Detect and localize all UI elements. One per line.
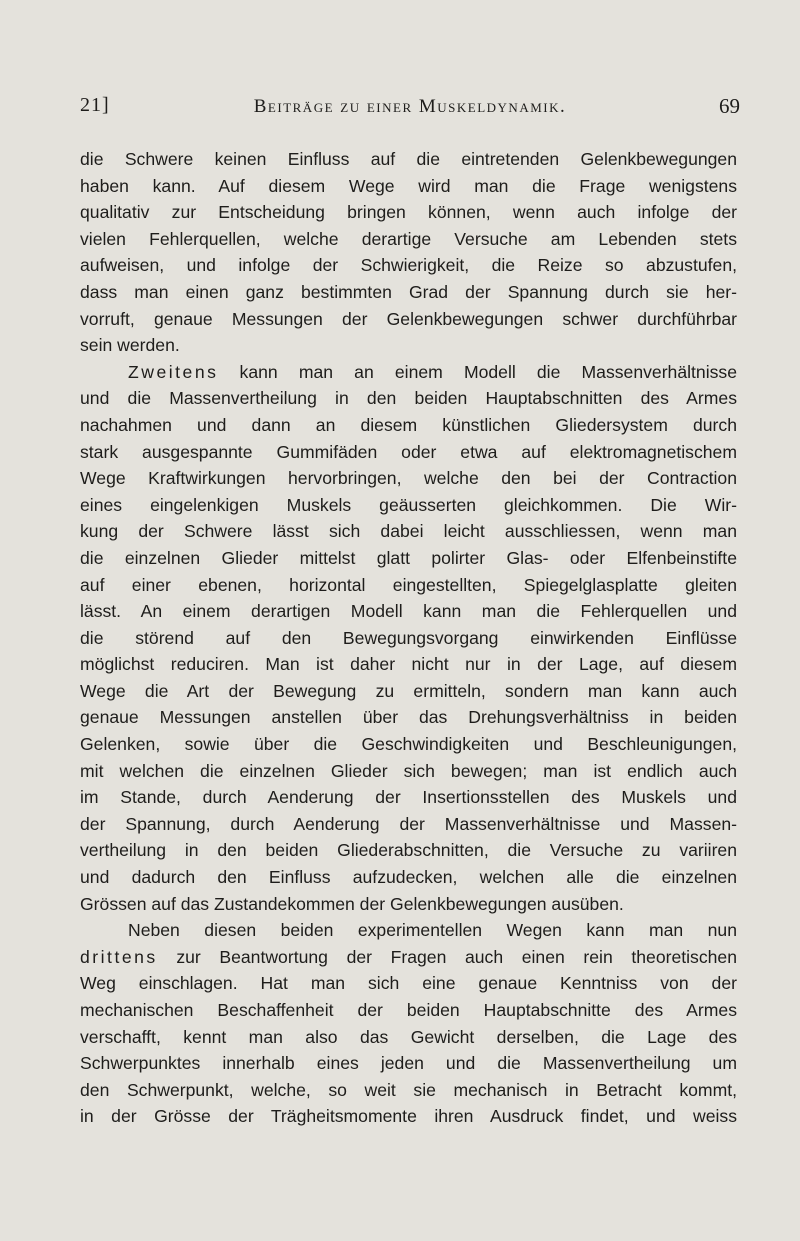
text-line: der Spannung, durch Aenderung der Massenverhältnisse und Massen- xyxy=(80,813,737,834)
text-line: aufweisen, und infolge der Schwierigkeit, die Reize so abzustufen, xyxy=(80,255,737,276)
text-line: nachahmen und dann an diesem künstlichen Gliedersystem durch xyxy=(80,414,737,435)
text-line: und die Massenvertheilung in den beiden Hauptabschnitten des Armes xyxy=(80,388,737,409)
text-line: verschafft, kennt man also das Gewicht derselben, die Lage des xyxy=(80,1026,737,1047)
text-line: sein werden. xyxy=(80,335,180,356)
text-line: Wege die Art der Bewegung zu ermitteln, sondern man kann auch xyxy=(80,680,737,701)
text-line: kung der Schwere lässt sich dabei leicht ausschliessen, wenn man xyxy=(80,521,737,542)
page-header xyxy=(80,94,740,126)
paragraph-first-line: Neben diesen beiden experimentellen Wegen kann man nun xyxy=(128,920,737,941)
text-line: vielen Fehlerquellen, welche derartige Versuche am Lebenden stets xyxy=(80,228,737,249)
text-line: Gelenken, sowie über die Geschwindigkeiten und Beschleunigungen, xyxy=(80,734,737,755)
emphasis-word: drittens xyxy=(80,946,158,967)
text-line: Wege Kraftwirkungen hervorbringen, welche den bei der Contraction xyxy=(80,468,737,489)
text-line: dass man einen ganz bestimmten Grad der Spannung durch sie her- xyxy=(80,281,737,302)
text-line: und dadurch den Einfluss aufzudecken, welchen alle die einzelnen xyxy=(80,867,737,888)
text-line: Weg einschlagen. Hat man sich eine genaue Kenntniss von der xyxy=(80,973,737,994)
text-line: möglichst reduciren. Man ist daher nicht nur in der Lage, auf diesem xyxy=(80,654,737,675)
text-line: den Schwerpunkt, welche, so weit sie mechanisch in Betracht kommt, xyxy=(80,1079,737,1100)
emphasis-word: Zweitens xyxy=(128,361,219,382)
text-fragment: zur Beantwortung der Fragen auch einen rein theoretischen xyxy=(157,946,737,967)
text-line: eines eingelenkigen Muskels geäusserten gleichkommen. Die Wir- xyxy=(80,494,737,515)
signature-mark: 21] xyxy=(80,94,110,116)
text-line: Schwerpunktes innerhalb eines jeden und die Massenvertheilung um xyxy=(80,1053,737,1074)
text-line: die störend auf den Bewegungsvorgang einwirkenden Einflüsse xyxy=(80,627,737,648)
text-line: im Stande, durch Aenderung der Insertionsstellen des Muskels und xyxy=(80,787,737,808)
text-line: die Schwere keinen Einfluss auf die eintretenden Gelenkbewegungen xyxy=(80,149,737,169)
text-fragment: kann man an einem Modell die Massenverhältnisse xyxy=(218,361,737,382)
text-line-with-emphasis xyxy=(80,944,737,971)
text-line: genaue Messungen anstellen über das Drehungsverhältniss in beiden xyxy=(80,707,737,728)
text-line: lässt. An einem derartigen Modell kann man die Fehlerquellen und xyxy=(80,601,737,622)
text-line: mechanischen Beschaffenheit der beiden Hauptabschnitte des Armes xyxy=(80,1000,737,1020)
text-line: haben kann. Auf diesem Wege wird man die Frage wenigstens xyxy=(80,175,737,196)
text-line: vorruft, genaue Messungen der Gelenkbewegungen schwer durchführbar xyxy=(80,308,737,329)
paragraph-first-line xyxy=(80,359,737,386)
text-line: stark ausgespannte Gummifäden oder etwa auf elektromagnetischem xyxy=(80,441,737,462)
text-line: auf einer ebenen, horizontal eingestellten, Spiegelglasplatte gleiten xyxy=(80,574,737,595)
text-line: Grössen auf das Zustandekommen der Gelenkbewegungen ausüben. xyxy=(80,893,624,914)
page-number: 69 xyxy=(719,94,740,118)
running-title: Beiträge zu einer Muskeldynamik. xyxy=(253,96,567,117)
body-text xyxy=(80,146,737,1130)
text-line: in der Grösse der Trägheitsmomente ihren Ausdruck findet, und weiss xyxy=(80,1106,737,1127)
text-line: vertheilung in den beiden Gliederabschnitten, die Versuche zu variiren xyxy=(80,840,737,861)
text-line: die einzelnen Glieder mittelst glatt polirter Glas- oder Elfenbeinstifte xyxy=(80,547,737,568)
text-line: mit welchen die einzelnen Glieder sich bewegen; man ist endlich auch xyxy=(80,760,737,781)
text-line: qualitativ zur Entscheidung bringen können, wenn auch infolge der xyxy=(80,202,737,223)
